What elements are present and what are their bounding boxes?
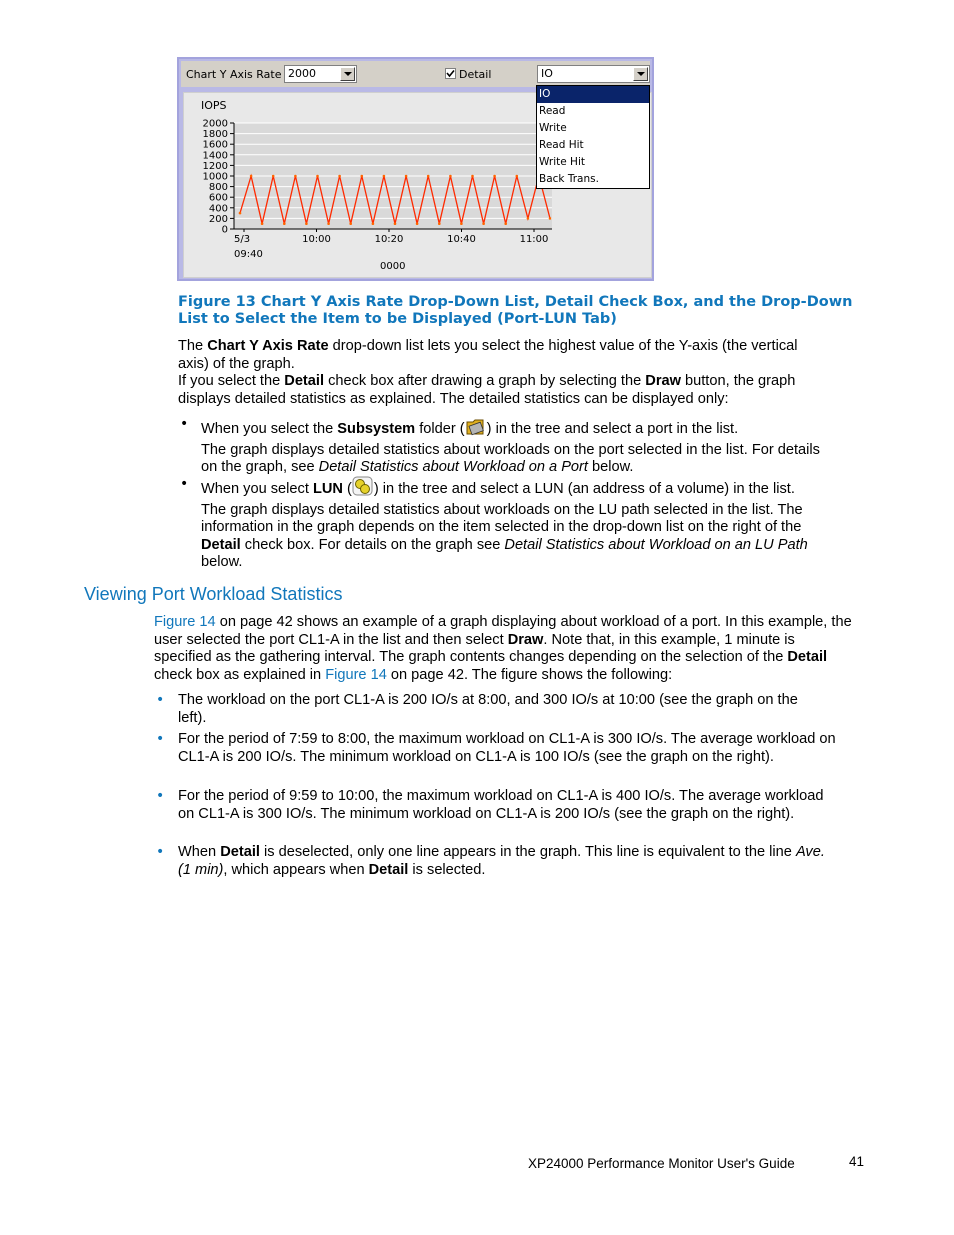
y-tick-label: 2000 — [202, 118, 228, 130]
text: ) in the tree and select a LUN (an address of a volume) in the list. — [373, 481, 795, 497]
data-point — [471, 175, 474, 178]
chevron-down-icon[interactable] — [340, 67, 355, 81]
y-tick-label: 1600 — [202, 139, 228, 151]
y-tick-label: 1200 — [202, 160, 228, 172]
text: check box. For details on the graph see — [240, 536, 505, 553]
lun-icon — [352, 476, 374, 502]
dropdown-option[interactable]: IO — [537, 86, 649, 103]
text: , which appears when — [223, 861, 369, 878]
dropdown-option[interactable]: Back Trans. — [539, 173, 599, 185]
data-point — [516, 175, 519, 178]
bullet-marker: • — [156, 692, 165, 708]
figure-14-link[interactable]: Figure 14 — [325, 666, 387, 683]
bold-term: Subsystem — [337, 421, 416, 437]
footer-title: XP24000 Performance Monitor User's Guide — [528, 1156, 795, 1171]
data-point — [527, 217, 530, 220]
text: on page 42. The figure shows the following: — [386, 666, 673, 683]
text: If you select the — [178, 373, 285, 389]
folder-icon — [465, 416, 487, 442]
data-point — [327, 222, 330, 225]
data-point — [383, 175, 386, 178]
y-tick-label: 600 — [208, 192, 228, 204]
data-point — [338, 175, 341, 178]
bold-term: Detail — [220, 844, 260, 860]
list-item: For the period of 7:59 to 8:00, the maximum workload on CL1-A is 300 IO/s. The average workload on CL1-A is 200 IO/s. The minimum workload on CL1-A is 100 IO/s (see the graph on the right). — [178, 731, 836, 765]
item-dropdown-list[interactable] — [536, 85, 650, 189]
data-point — [416, 222, 419, 225]
text: The graph displays detailed statistics about workloads on the port selected in the list. For details on the graph, see — [201, 441, 820, 475]
bullet-marker: • — [156, 731, 165, 747]
text: on page 42 shows an example of a graph displaying about workload of a port. In this example, the user selected the port CL1-A in the list and then select — [154, 614, 852, 648]
x-tick-label: 5/3 — [234, 234, 251, 245]
text: When you select — [201, 481, 313, 497]
item-select[interactable] — [537, 65, 650, 83]
data-point — [294, 175, 297, 178]
x-tick-sublabel: 09:40 — [234, 249, 263, 260]
bullet-marker: • — [156, 844, 165, 860]
x-axis-note: 0000 — [380, 261, 406, 272]
figure-screenshot — [177, 57, 654, 281]
bold-term: LUN — [312, 481, 343, 497]
bullet-marker: • — [180, 476, 189, 492]
italic-reference: Detail Statistics about Workload on a Port — [318, 459, 588, 475]
text: The — [178, 338, 208, 354]
x-tick-label: 11:00 — [519, 234, 549, 245]
detail-checkbox[interactable] — [445, 68, 456, 79]
data-point — [460, 222, 463, 225]
data-point — [349, 222, 352, 225]
data-point — [305, 222, 308, 225]
list-item: The workload on the port CL1-A is 200 IO/s at 8:00, and 300 IO/s at 10:00 (see the graph on the left). — [178, 692, 798, 726]
y-axis-title: IOPS — [201, 99, 227, 112]
paragraph-chart-y-axis — [178, 338, 828, 373]
data-point — [250, 175, 253, 178]
data-point — [239, 212, 242, 215]
italic-reference: Ave. (1 min) — [178, 844, 825, 878]
data-point — [482, 222, 485, 225]
chart-y-axis-rate-select[interactable] — [284, 65, 357, 83]
chart-toolbar — [181, 61, 650, 87]
chart-y-axis-rate-label: Chart Y Axis Rate — [186, 68, 282, 81]
checkmark-icon — [446, 69, 455, 78]
x-tick-label: 10:40 — [447, 234, 476, 245]
data-point — [316, 175, 319, 178]
y-tick-label: 400 — [208, 203, 228, 215]
text: . Note that, in this example, 1 minute is specified as the gathering interval. The graph contents changes depending on the selection of the — [154, 631, 795, 665]
text: check box as explained in — [154, 666, 326, 683]
bullet-lun — [201, 476, 829, 572]
data-point — [372, 222, 375, 225]
text: ( — [342, 481, 352, 497]
text: button, the graph displays detailed statistics as explained. The detailed statistics can be displayed only: — [178, 373, 796, 407]
text: is selected. — [408, 861, 486, 878]
y-tick-label: 0 — [221, 224, 228, 236]
bold-term: Detail — [368, 861, 409, 878]
dropdown-option[interactable]: Read Hit — [539, 139, 584, 151]
section-heading: Viewing Port Workload Statistics — [84, 584, 343, 604]
data-point — [261, 222, 264, 225]
text: check box after drawing a graph by selecting the — [324, 373, 646, 389]
data-point — [272, 175, 275, 178]
bold-term: Draw — [507, 631, 544, 648]
data-point — [549, 217, 552, 220]
y-tick-label: 800 — [208, 182, 228, 194]
y-tick-label: 1000 — [202, 171, 228, 183]
data-point — [405, 175, 408, 178]
data-point — [283, 222, 286, 225]
bold-term: Detail — [787, 649, 828, 665]
bold-term: Chart Y Axis Rate — [207, 338, 329, 354]
italic-reference: Detail Statistics about Workload on an LU Path — [504, 536, 808, 553]
x-tick-label: 10:00 — [302, 234, 331, 245]
text: below. — [201, 554, 243, 570]
text: folder ( — [415, 421, 465, 437]
chart-y-axis-rate-value: 2000 — [288, 67, 316, 80]
figure-caption: Figure 13 Chart Y Axis Rate Drop-Down List, Detail Check Box, and the Drop-Down List to Select the Item to be Displayed (Port-LUN Tab) — [178, 294, 853, 327]
list-item: For the period of 9:59 to 10:00, the maximum workload on CL1-A is 400 IO/s. The average workload on CL1-A is 300 IO/s. The minimum workload on CL1-A is 200 IO/s (see the graph on the right). — [178, 788, 824, 822]
text: is deselected, only one line appears in the graph. This line is equivalent to the line — [259, 844, 796, 860]
bold-term: Draw — [645, 373, 681, 389]
bold-term: Detail — [201, 536, 241, 553]
y-tick-label: 1400 — [202, 150, 228, 162]
list-item — [178, 844, 838, 879]
figure-14-link[interactable]: Figure 14 — [154, 614, 216, 630]
y-tick-label: 200 — [208, 213, 228, 225]
chevron-down-icon[interactable] — [633, 67, 648, 81]
bold-term: Detail — [284, 373, 325, 389]
page-number: 41 — [849, 1154, 865, 1169]
x-tick-label: 10:20 — [374, 234, 404, 245]
paragraph-detail-checkbox — [178, 373, 838, 408]
dropdown-option[interactable]: Write — [539, 122, 567, 134]
data-point — [438, 222, 441, 225]
data-point — [493, 175, 496, 178]
detail-checkbox-label: Detail — [459, 68, 492, 81]
paragraph-port-workload — [154, 614, 854, 684]
item-select-value: IO — [541, 67, 553, 80]
text: When you select the — [201, 421, 338, 437]
dropdown-option[interactable]: Read — [539, 105, 566, 117]
data-point — [504, 222, 507, 225]
data-point — [449, 175, 452, 178]
text: When — [178, 844, 221, 860]
data-point — [427, 175, 430, 178]
text: ) in the tree and select a port in the list. — [486, 421, 739, 437]
bullet-subsystem — [201, 416, 821, 477]
text: The graph displays detailed statistics about workloads on the LU path selected in the list. The information in the graph depends on the item selected in the drop-down list on the right of the — [201, 501, 803, 535]
dropdown-option[interactable]: Write Hit — [539, 156, 585, 168]
text: below. — [587, 459, 634, 475]
y-tick-label: 1800 — [202, 129, 228, 141]
data-point — [394, 222, 397, 225]
text: drop-down list lets you select the highest value of the Y-axis (the vertical axis) of the graph. — [178, 338, 798, 372]
bullet-marker: • — [180, 416, 189, 432]
bullet-marker: • — [156, 788, 165, 804]
data-point — [361, 175, 364, 178]
